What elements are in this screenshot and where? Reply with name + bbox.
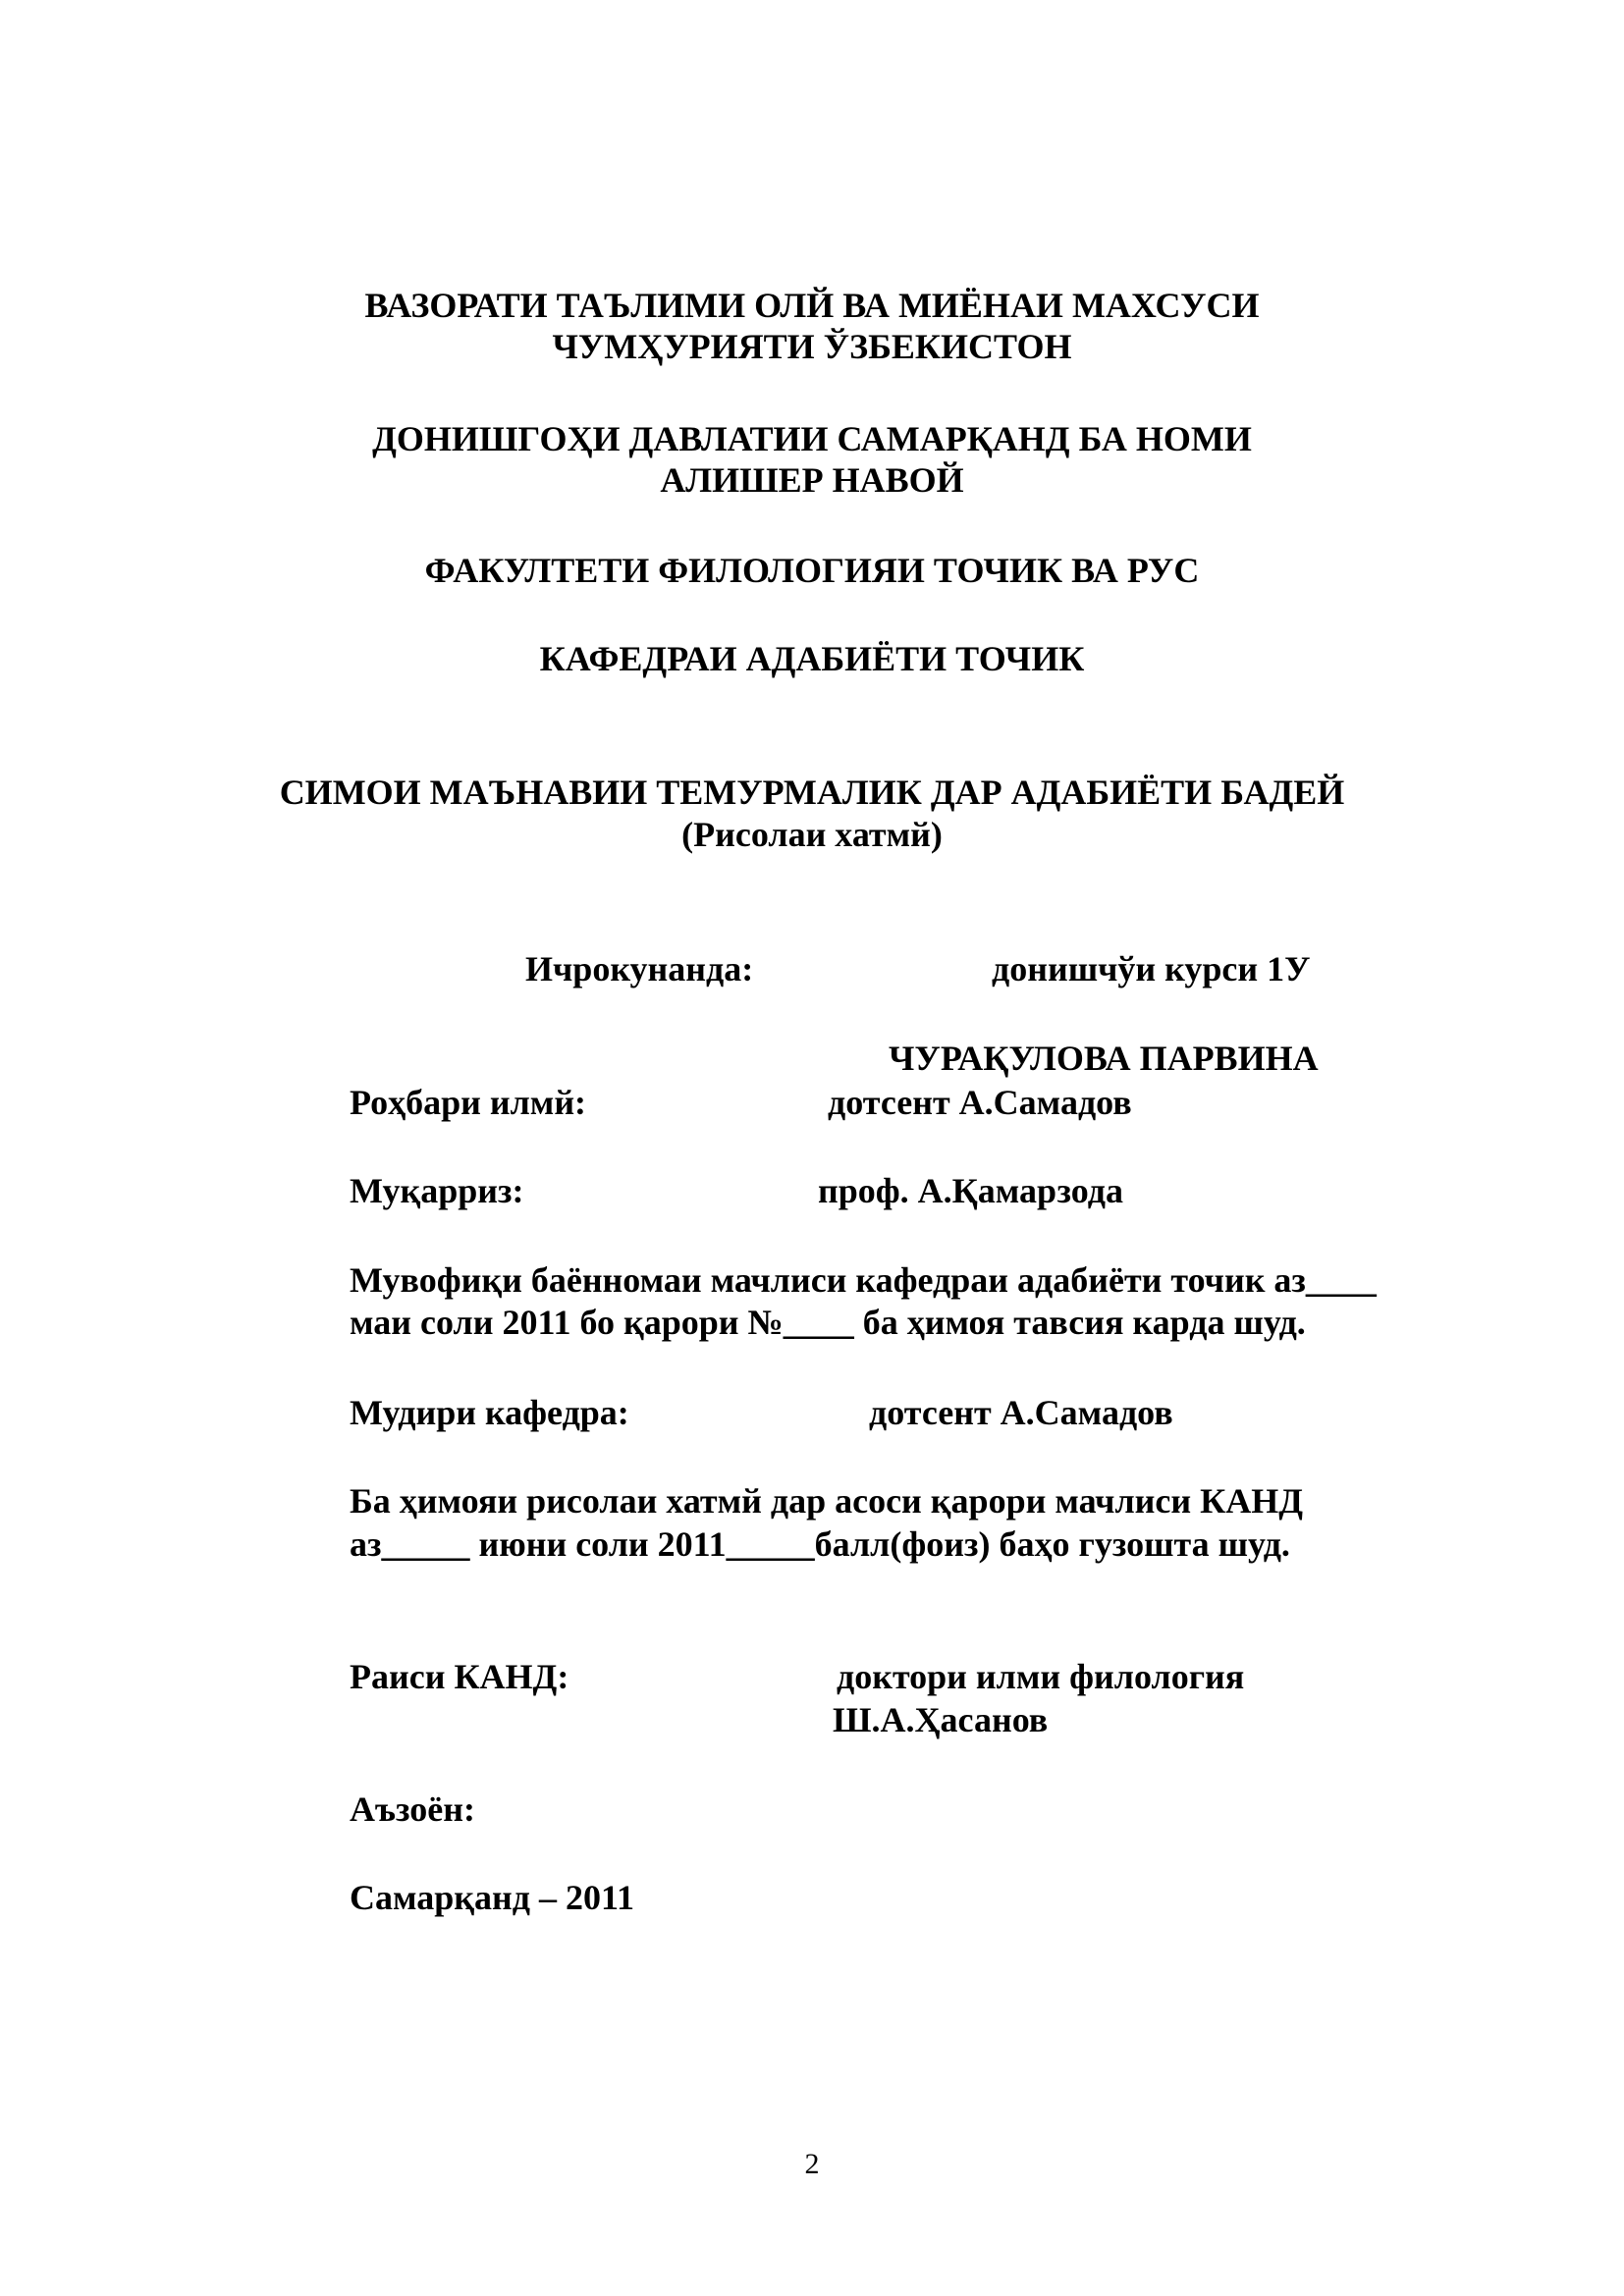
department-name: КАФЕДРАИ АДАБИЁТИ ТОЧИК [539,639,1085,678]
university-line-1: ДОНИШГОҲИ ДАВЛАТИИ САМАРҚАНД БА НОМИ [372,419,1252,458]
reviewer-label: Муқарриз: [350,1171,524,1210]
thesis-title: СИМОИ МАЪНАВИИ ТЕМУРМАЛИК ДАР АДАБИЁТИ БАДЕЙ [279,773,1345,812]
head-of-department-label: Мудири кафедра: [350,1393,629,1432]
page-number: 2 [804,2148,820,2180]
supervisor-value: дотсент А.Самадов [828,1083,1132,1122]
defense-line-2: аз_____ июни соли 2011_____балл(фоиз) баҳо гузошта шуд. [350,1524,1290,1564]
defense-line-1: Ба ҳимояи рисолаи хатмй дар асоси қарори мачлиси КАНД [350,1481,1303,1521]
reviewer-value: проф. А.Қамарзода [818,1171,1123,1210]
thesis-subtitle: (Рисолаи хатмй) [681,815,943,854]
ministry-line-2: ЧУМҲУРИЯТИ ЎЗБЕКИСТОН [552,327,1072,366]
faculty-name: ФАКУЛТЕТИ ФИЛОЛОГИЯИ ТОЧИК ВА РУС [424,551,1200,590]
members-label: Аъзоён: [350,1789,475,1829]
author-name: ЧУРАҚУЛОВА ПАРВИНА [889,1039,1319,1078]
ministry-line-1: ВАЗОРАТИ ТАЪЛИМИ ОЛЙ ВА МИЁНАИ МАХСУСИ [364,286,1260,325]
author-value: донишчўи курси 1У [992,949,1311,988]
approval-line-1: Мувофиқи баённомаи мачлиси кафедраи адабиёти точик аз____ [350,1260,1377,1300]
chair-value-line-1: доктори илми филология [837,1657,1245,1696]
head-of-department-value: дотсент А.Самадов [869,1393,1173,1432]
place-year: Самарқанд – 2011 [350,1878,635,1917]
approval-line-2: маи соли 2011 бо қарори №____ ба ҳимоя тавсия карда шуд. [350,1303,1306,1342]
university-line-2: АЛИШЕР НАВОЙ [660,460,964,500]
supervisor-label: Роҳбари илмй: [350,1083,587,1122]
chair-value-line-2: Ш.А.Ҳасанов [833,1700,1049,1739]
chair-label: Раиси КАНД: [350,1657,569,1696]
author-label: Ичрокунанда: [525,949,754,988]
